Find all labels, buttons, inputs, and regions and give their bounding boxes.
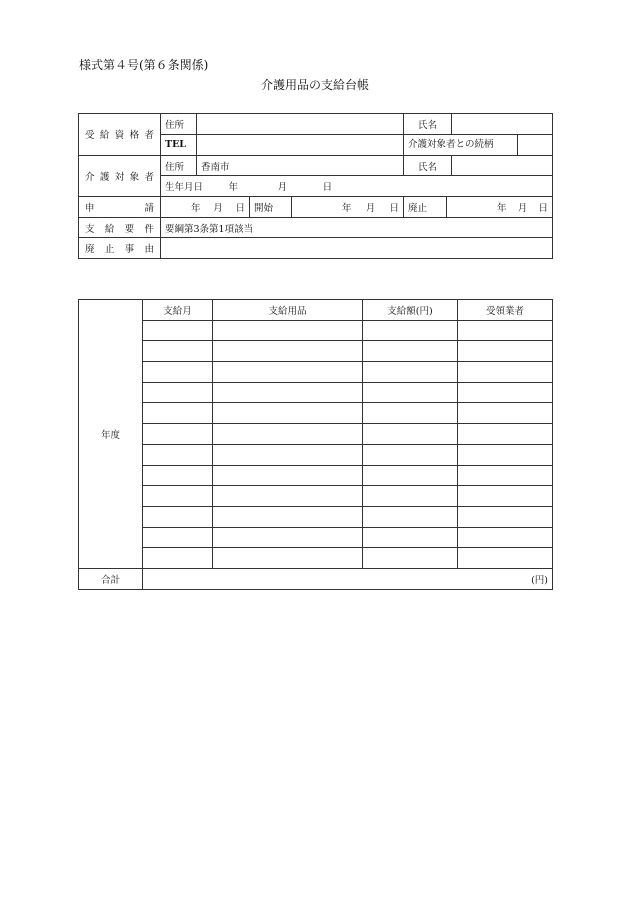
abolition-year: 年 — [497, 202, 507, 214]
vendor-cell[interactable] — [458, 382, 553, 403]
amount-cell[interactable] — [363, 527, 458, 548]
month-cell[interactable] — [143, 320, 213, 341]
amount-cell[interactable] — [363, 465, 458, 486]
subject-address-label: 住所 — [161, 155, 197, 176]
ledger-row — [79, 527, 553, 548]
month-cell[interactable] — [143, 527, 213, 548]
dob-year: 年 — [228, 182, 239, 194]
dob-month: 月 — [277, 182, 288, 194]
vendor-cell[interactable] — [458, 403, 553, 424]
recipient-info-table — [78, 113, 553, 197]
item-cell[interactable] — [213, 424, 363, 445]
application-table — [78, 196, 553, 259]
item-cell[interactable] — [213, 527, 363, 548]
column-header-amount: 支給額(円) — [363, 300, 458, 321]
abolition-reason-label: 廃 止 事 由 — [79, 238, 161, 259]
start-date[interactable] — [292, 197, 404, 218]
month-cell[interactable] — [143, 362, 213, 383]
recipient-name-label: 氏名 — [404, 114, 452, 135]
start-day: 日 — [389, 202, 399, 214]
ledger-row — [79, 548, 553, 569]
recipient-label: 受 給 資 格 者 — [79, 114, 161, 156]
vendor-cell[interactable] — [458, 548, 553, 569]
subject-label: 介 護 対 象 者 — [79, 155, 161, 196]
tel-field[interactable] — [197, 134, 404, 155]
vendor-cell[interactable] — [458, 424, 553, 445]
application-month: 月 — [213, 202, 223, 214]
tel-label: TEL — [161, 134, 197, 155]
ledger-row — [79, 465, 553, 486]
vendor-cell[interactable] — [458, 506, 553, 527]
application-day: 日 — [235, 202, 245, 214]
fiscal-year-label: 年度 — [79, 300, 143, 569]
recipient-address-field[interactable] — [197, 114, 404, 135]
subject-name-field[interactable] — [452, 155, 553, 176]
month-cell[interactable] — [143, 465, 213, 486]
amount-cell[interactable] — [363, 486, 458, 507]
vendor-cell[interactable] — [458, 341, 553, 362]
item-cell[interactable] — [213, 403, 363, 424]
abolition-month: 月 — [517, 202, 528, 214]
column-header-item: 支給用品 — [213, 300, 363, 321]
amount-cell[interactable] — [363, 424, 458, 445]
item-cell[interactable] — [213, 362, 363, 383]
item-cell[interactable] — [213, 382, 363, 403]
start-month: 月 — [365, 202, 376, 214]
vendor-cell[interactable] — [458, 444, 553, 465]
amount-cell[interactable] — [363, 320, 458, 341]
ledger-row — [79, 341, 553, 362]
vendor-cell[interactable] — [458, 362, 553, 383]
recipient-address-label: 住所 — [161, 114, 197, 135]
application-label: 申 請 — [79, 197, 161, 218]
abolition-day: 日 — [538, 202, 548, 214]
amount-cell[interactable] — [363, 548, 458, 569]
ledger-row — [79, 382, 553, 403]
amount-cell[interactable] — [363, 362, 458, 383]
vendor-cell[interactable] — [458, 486, 553, 507]
requirement-value[interactable]: 要綱第3条第1項該当 — [161, 217, 553, 238]
ledger-row — [79, 362, 553, 383]
relation-cell — [404, 134, 553, 155]
vendor-cell[interactable] — [458, 320, 553, 341]
month-cell[interactable] — [143, 424, 213, 445]
start-year: 年 — [342, 202, 352, 214]
item-cell[interactable] — [213, 506, 363, 527]
dob-day: 日 — [322, 182, 333, 194]
abolition-date[interactable] — [447, 197, 553, 218]
abolition-label: 廃止 — [404, 197, 447, 218]
vendor-cell[interactable] — [458, 527, 553, 548]
form-number: 様式第４号(第６条関係) — [79, 58, 209, 72]
ledger-row — [79, 506, 553, 527]
ledger-row — [79, 486, 553, 507]
item-cell[interactable] — [213, 444, 363, 465]
amount-cell[interactable] — [363, 506, 458, 527]
amount-cell[interactable] — [363, 403, 458, 424]
dob-row[interactable] — [161, 176, 553, 197]
ledger-row — [79, 444, 553, 465]
ledger-row — [79, 320, 553, 341]
dob-label: 生年月日 — [165, 182, 204, 194]
month-cell[interactable] — [143, 548, 213, 569]
month-cell[interactable] — [143, 506, 213, 527]
amount-cell[interactable] — [363, 341, 458, 362]
item-cell[interactable] — [213, 486, 363, 507]
column-header-vendor: 受領業者 — [458, 300, 553, 321]
application-date[interactable] — [161, 197, 250, 218]
abolition-reason-field[interactable] — [161, 238, 553, 259]
requirement-label: 支 給 要 件 — [79, 217, 161, 238]
ledger-table — [78, 299, 553, 590]
subject-name-label: 氏名 — [404, 155, 452, 176]
item-cell[interactable] — [213, 465, 363, 486]
month-cell[interactable] — [143, 444, 213, 465]
subject-address-value[interactable]: 香南市 — [197, 155, 404, 176]
application-year: 年 — [191, 202, 201, 214]
column-header-month: 支給月 — [143, 300, 213, 321]
document-title: 介護用品の支給台帳 — [260, 78, 369, 92]
ledger-row — [79, 403, 553, 424]
month-cell[interactable] — [143, 403, 213, 424]
ledger-row — [79, 424, 553, 445]
item-cell[interactable] — [213, 341, 363, 362]
total-label: 合計 — [79, 568, 143, 589]
relation-field[interactable] — [518, 135, 552, 155]
recipient-name-field[interactable] — [452, 114, 553, 135]
item-cell[interactable] — [213, 548, 363, 569]
amount-cell[interactable] — [363, 444, 458, 465]
start-label: 開始 — [250, 197, 292, 218]
total-field[interactable]: (円) — [143, 568, 553, 589]
month-cell[interactable] — [143, 382, 213, 403]
month-cell[interactable] — [143, 341, 213, 362]
relation-label: 介護対象者との続柄 — [404, 135, 518, 155]
month-cell[interactable] — [143, 486, 213, 507]
amount-cell[interactable] — [363, 382, 458, 403]
item-cell[interactable] — [213, 320, 363, 341]
vendor-cell[interactable] — [458, 465, 553, 486]
